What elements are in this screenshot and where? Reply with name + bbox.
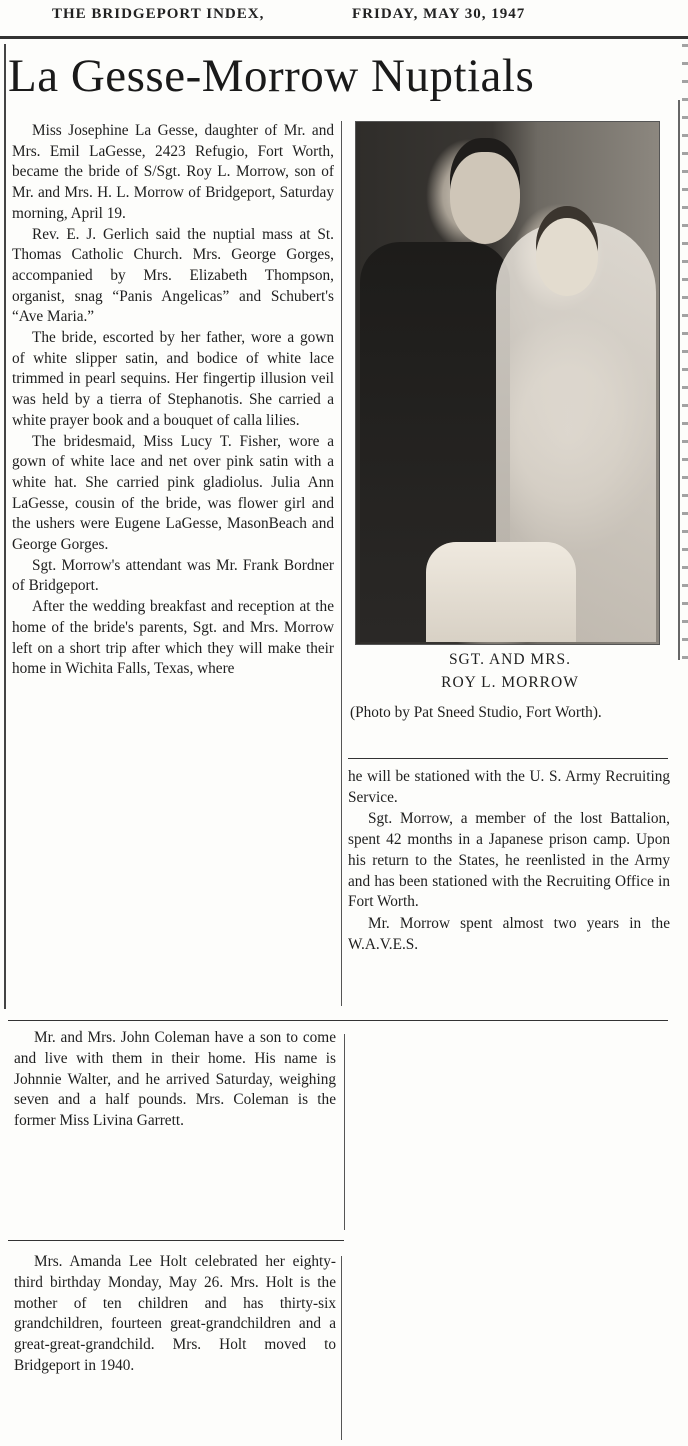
masthead [0, 0, 688, 34]
article-paragraph: Mr. Morrow spent almost two years in the W.A.V.E.S. [348, 914, 670, 953]
brief-divider [341, 1256, 342, 1440]
masthead-rule [0, 36, 688, 39]
groom-face [450, 152, 520, 244]
brief-rule [8, 1240, 344, 1241]
brief-paragraph: Mr. and Mrs. John Coleman have a son to come and live with them in their home. His name is Johnnie Walter, and he arrived Saturday, weighing seven and a half pounds. Mrs. Coleman is the former Miss Livina Garrett. [14, 1029, 336, 1130]
masthead-paper-name: THE BRIDGEPORT INDEX, [52, 6, 265, 22]
brief-paragraph: Mrs. Amanda Lee Holt celebrated her eighty-third birthday Monday, May 26. Mrs. Holt is the mother of ten children and has thirty-six grandchildren, fourteen great-grandchildren and a great-great-grandchild. Mrs. Holt moved to Bridgeport in 1940. [14, 1253, 336, 1374]
brief-holt [14, 1252, 336, 1377]
photo-credit: (Photo by Pat Sneed Studio, Fort Worth). [350, 704, 602, 721]
article-left-border [4, 44, 6, 1009]
article-paragraph: The bridesmaid, Miss Lucy T. Fisher, wore a gown of white lace and net over pink satin with a white hat. She carried pink gladiolus. Julia Ann LaGesse, cousin of the bride, was flower girl and the ushers were Eugene LaGesse, MasonBeach and George Gorges. [12, 432, 334, 554]
article-column-right [348, 767, 670, 956]
article-column-left [12, 121, 334, 680]
article-paragraph: Sgt. Morrow's attendant was Mr. Frank Bordner of Bridgeport. [12, 556, 334, 595]
caption-line-2: ROY L. MORROW [441, 674, 579, 691]
article-paragraph: he will be stationed with the U. S. Army Recruiting Service. [348, 768, 670, 806]
masthead-date: FRIDAY, MAY 30, 1947 [352, 6, 526, 22]
caption-line-1: SGT. AND MRS. [448, 651, 572, 668]
brief-divider [344, 1034, 345, 1230]
page-edge-marks [682, 44, 688, 664]
article-paragraph: The bride, escorted by her father, wore a gown of white slipper satin, and bodice of white lace trimmed in pearl sequins. Her fingertip illusion veil was held by a tierra of Stephanotis. She carried a white prayer book and a bouquet of calla lilies. [12, 329, 334, 429]
article-paragraph: After the wedding breakfast and reception at the home of the bride's parents, Sgt. and Mrs. Morrow left on a short trip after which they will make their home in Wichita Falls, Texas, where [12, 598, 334, 678]
article-paragraph: Miss Josephine La Gesse, daughter of Mr. and Mrs. Emil LaGesse, 2423 Refugio, Fort Worth, became the bride of S/Sgt. Roy L. Morrow, son of Mr. and Mrs. H. L. Morrow of Bridgeport, Saturday morning, April 19. [12, 122, 334, 222]
article-right-border [678, 100, 680, 660]
article-bottom-rule [8, 1020, 668, 1021]
headline: La Gesse-Morrow Nuptials [8, 50, 535, 102]
bride-face [536, 218, 598, 296]
article-paragraph: Sgt. Morrow, a member of the lost Battalion, spent 42 months in a Japanese prison camp. Upon his return to the States, he reenlisted in the Army and has been stationed with the Recruiting Office in Fort Worth. [348, 810, 670, 911]
caption-rule [348, 758, 668, 759]
article-paragraph: Rev. E. J. Gerlich said the nuptial mass at St. Thomas Catholic Church. Mrs. George Gorges, accompanied by Mrs. Elizabeth Thompson, organist, snag “Panis Angelicas” and Schubert's “Ave Maria.” [12, 225, 334, 326]
wedding-photo [355, 121, 660, 645]
photo-caption [350, 648, 670, 694]
brief-coleman [14, 1028, 336, 1132]
column-divider [341, 121, 342, 1006]
wedding-cake [426, 542, 576, 642]
